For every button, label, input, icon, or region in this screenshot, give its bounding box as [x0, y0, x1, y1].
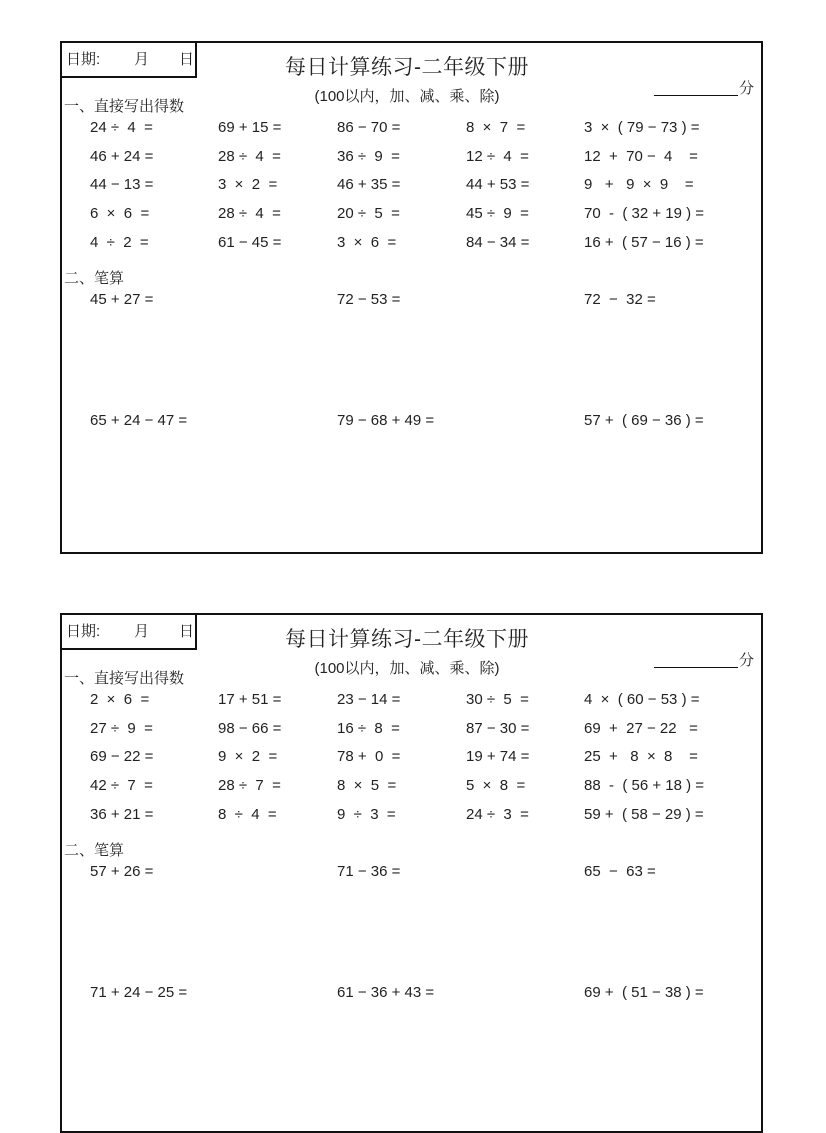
- score-label: 分: [739, 80, 755, 97]
- score-field: [654, 649, 758, 669]
- oral-problem: 3 × 6 =: [337, 233, 397, 251]
- oral-problem: 4 ÷ 2 =: [90, 233, 149, 251]
- score-label: 分: [739, 652, 755, 669]
- section-oral-title: 一、直接写出得数: [64, 670, 185, 687]
- oral-problem: 2 × 6 =: [90, 691, 150, 708]
- oral-problem: 12 + 70 − 4 =: [584, 147, 698, 165]
- day-label: 日: [179, 51, 195, 68]
- oral-problem: 87 − 30 =: [466, 719, 530, 737]
- oral-problem: 69 − 22 =: [90, 748, 154, 766]
- written-problem: 71 − 36 =: [337, 863, 401, 880]
- oral-problem: 12 ÷ 4 =: [466, 147, 529, 165]
- day-label: 日: [179, 623, 195, 640]
- written-problem: 79 − 68 + 49 =: [337, 412, 435, 429]
- written-problem: 57 + 26 =: [90, 863, 154, 880]
- score-blank: [654, 95, 738, 96]
- date-box: [62, 615, 197, 650]
- oral-problem: 98 − 66 =: [218, 719, 282, 737]
- section-written-title: 二、笔算: [64, 270, 125, 287]
- oral-problem: 24 ÷ 4 =: [90, 119, 153, 136]
- written-problem: 61 − 36 + 43 =: [337, 984, 435, 1001]
- date-label: 日期:: [66, 51, 101, 68]
- written-problem: 71 + 24 − 25 =: [90, 984, 188, 1001]
- oral-problem: 28 ÷ 4 =: [218, 205, 281, 223]
- written-problem: 65 + 24 − 47 =: [90, 412, 188, 429]
- worksheet-1: [60, 41, 763, 554]
- oral-problem: 70 - ( 32 + 19 ) =: [584, 205, 705, 223]
- oral-problem: 9 ÷ 3 =: [337, 805, 396, 823]
- month-label: 月: [134, 623, 150, 640]
- oral-problem: 36 + 21 =: [90, 805, 154, 823]
- oral-problem: 84 − 34 =: [466, 233, 530, 251]
- score-blank: [654, 667, 738, 668]
- oral-problem: 8 ÷ 4 =: [218, 805, 277, 823]
- oral-problem: 3 × ( 79 − 73 ) =: [584, 119, 700, 136]
- written-problem: 72 − 32 =: [584, 291, 656, 308]
- date-label: 日期:: [66, 623, 101, 640]
- oral-problem: 19 + 74 =: [466, 748, 530, 766]
- written-problem: 57 + ( 69 − 36 ) =: [584, 412, 704, 429]
- oral-problem: 30 ÷ 5 =: [466, 691, 529, 708]
- oral-problem: 8 × 5 =: [337, 777, 397, 795]
- written-problem: 45 + 27 =: [90, 291, 154, 308]
- written-problem: 69 + ( 51 − 38 ) =: [584, 984, 704, 1001]
- oral-problem: 46 + 24 =: [90, 147, 154, 165]
- worksheet-2: [60, 613, 763, 1133]
- oral-problem: 78 + 0 =: [337, 748, 401, 766]
- oral-problem: 61 − 45 =: [218, 233, 282, 251]
- oral-problem: 36 ÷ 9 =: [337, 147, 400, 165]
- worksheet-title: 每日计算练习-二年级下册: [285, 628, 529, 651]
- oral-problem: 25 + 8 × 8 =: [584, 748, 698, 766]
- month-label: 月: [134, 51, 150, 68]
- oral-problem: 69 + 15 =: [218, 119, 282, 136]
- oral-problem: 44 + 53 =: [466, 176, 530, 194]
- written-problem: 72 − 53 =: [337, 291, 401, 308]
- date-box: [62, 43, 197, 78]
- oral-problem: 44 − 13 =: [90, 176, 154, 194]
- oral-problem: 9 × 2 =: [218, 748, 278, 766]
- oral-problem: 59 + ( 58 − 29 ) =: [584, 805, 704, 823]
- oral-problem: 69 + 27 − 22 =: [584, 719, 698, 737]
- section-oral-title: 一、直接写出得数: [64, 98, 185, 115]
- oral-problem: 9 + 9 × 9 =: [584, 176, 694, 194]
- oral-problem: 28 ÷ 7 =: [218, 777, 281, 795]
- section-written-title: 二、笔算: [64, 842, 125, 859]
- oral-problem: 23 − 14 =: [337, 691, 401, 708]
- oral-problem: 42 ÷ 7 =: [90, 777, 153, 795]
- worksheet-subtitle: (100以内，加、减、乘、除): [314, 88, 500, 105]
- oral-problem: 5 × 8 =: [466, 777, 526, 795]
- oral-problem: 28 ÷ 4 =: [218, 147, 281, 165]
- score-field: [654, 77, 758, 97]
- oral-problem: 46 + 35 =: [337, 176, 401, 194]
- oral-problem: 3 × 2 =: [218, 176, 278, 194]
- oral-problem: 8 × 7 =: [466, 119, 526, 136]
- oral-problem: 20 ÷ 5 =: [337, 205, 400, 223]
- written-problem: 65 − 63 =: [584, 863, 656, 880]
- oral-problem: 4 × ( 60 − 53 ) =: [584, 691, 700, 708]
- worksheet-title: 每日计算练习-二年级下册: [285, 56, 529, 79]
- oral-problem: 16 + ( 57 − 16 ) =: [584, 233, 704, 251]
- oral-problem: 45 ÷ 9 =: [466, 205, 529, 223]
- oral-problem: 16 ÷ 8 =: [337, 719, 400, 737]
- oral-problem: 27 ÷ 9 =: [90, 719, 153, 737]
- oral-problem: 17 + 51 =: [218, 691, 282, 708]
- oral-problem: 24 ÷ 3 =: [466, 805, 529, 823]
- oral-problem: 86 − 70 =: [337, 119, 401, 136]
- worksheet-subtitle: (100以内，加、减、乘、除): [314, 660, 500, 677]
- oral-problem: 6 × 6 =: [90, 205, 150, 223]
- oral-problem: 88 - ( 56 + 18 ) =: [584, 777, 705, 795]
